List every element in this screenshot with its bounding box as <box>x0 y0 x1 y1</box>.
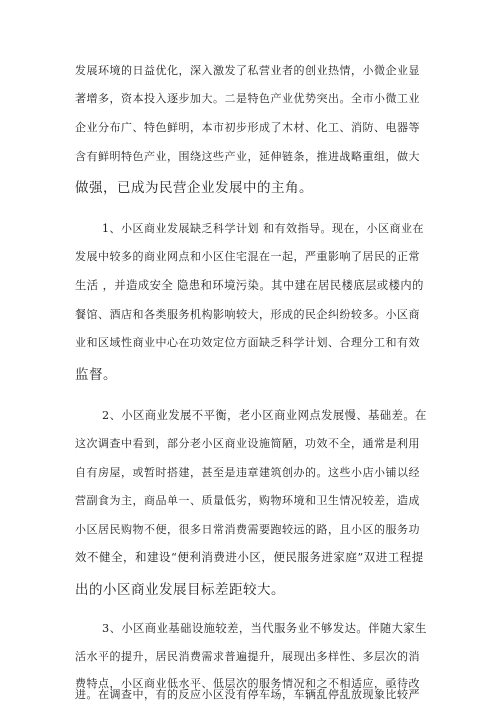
text-line: 效不健全，和建设“便利消费进小区，便民服务进家庭”双进工程提 <box>75 550 424 564</box>
text-line: 自有房屋，或暂时搭建，甚至是违章建筑创办的。这些小店小铺以经 <box>75 466 420 479</box>
paragraph-2-first-line: 2、小区商业发展不平衡，老小区商业网点发展慢、基础差。在 <box>102 409 427 422</box>
paragraph-1-first-line: 1、小区商业发展缺乏科学计划 和有效指导。现在，小区商业在 <box>102 222 424 235</box>
text-line: 餐馆、酒店和各类服务机构影响较大，形成的民企纠纷较多。小区商 <box>75 308 420 321</box>
text-line: 监督。 <box>75 367 117 383</box>
text-line: 这次调查中看到，部分老小区商业设施简陋，功效不全，通常是利用 <box>75 437 420 450</box>
paragraph-3-first-line: 3、小区商业基础设施较差，当代服务业不够发达。伴随大家生 <box>102 622 427 635</box>
text-line: 含有鲜明特色产业，围绕这些产业，延伸链条，推进战略重组，做大 <box>75 150 420 163</box>
text-line: 发展环境的日益优化，深入激发了私营业者的创业热情，小微企业显 <box>75 64 420 77</box>
text-line: 企业分布广、特色鲜明，本市初步形成了木材、化工、消防、电器等 <box>75 121 420 134</box>
text-line: 发展中较多的商业网点和小区住宅混在一起，严重影响了居民的正常 <box>75 250 420 263</box>
text-line: 著增多，资本投入逐步加大。二是特色产业优势突出。全市小微工业 <box>75 92 420 105</box>
text-line: 小区居民购物不便，很多日常消费需要跑较远的路，且小区的服务功 <box>75 523 420 536</box>
text-line: 做强，已成为民营企业发展中的主角。 <box>75 180 313 196</box>
text-line: 活水平的提升，居民消费需求普遍提升，展现出多样性、多层次的消 <box>75 650 420 663</box>
text-line: 费特点，小区商业低水平、低层次的服务情况和之不相适应，亟待改 <box>75 677 420 690</box>
text-line: 生活 ，并造成安全 隐患和环境污染。其中建在居民楼底层或楼内的 <box>75 279 424 292</box>
text-line: 营副食为主，商品单一、质量低劣，购物环境和卫生情况较差，造成 <box>75 494 420 507</box>
text-line: 出的小区商业发展目标差距较大。 <box>75 582 285 598</box>
text-line: 进。在调查中，有的反应小区没有停车场，车辆乱停乱放现象比较严 <box>75 688 420 701</box>
text-line: 业和区域性商业中心在功效定位方面缺乏科学计划、合理分工和有效 <box>75 336 420 349</box>
